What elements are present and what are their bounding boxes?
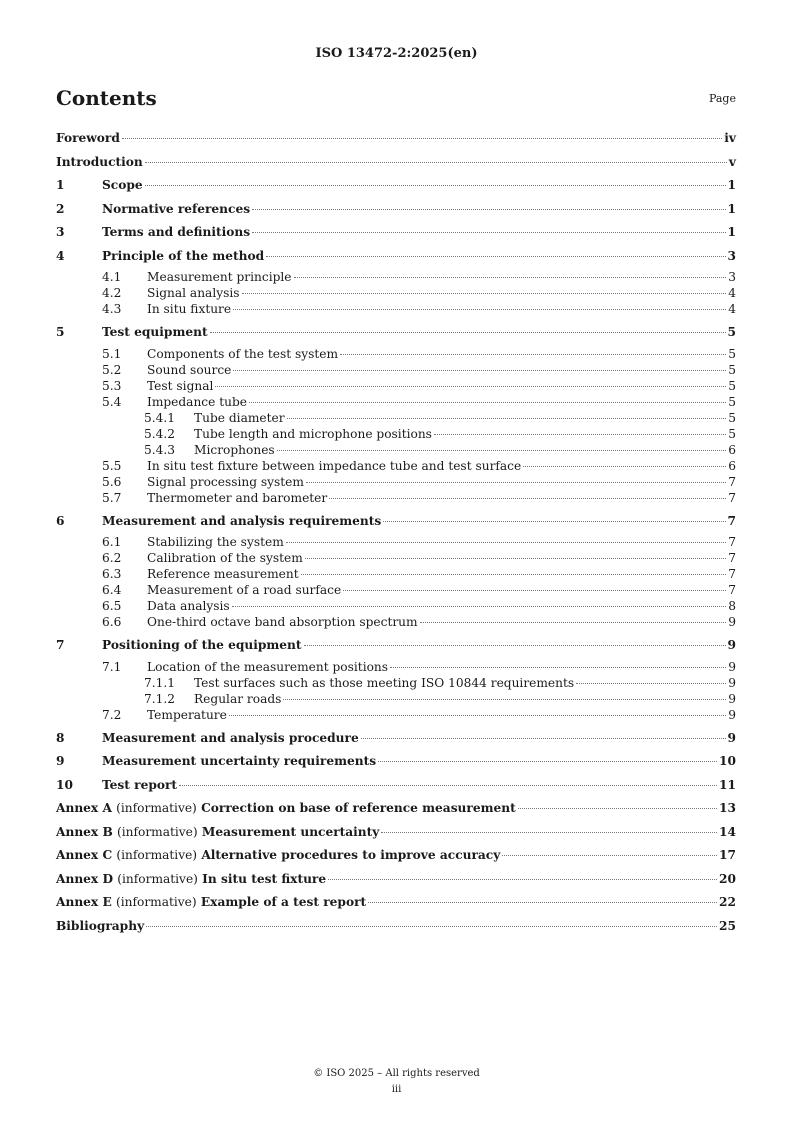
dot-leader [287,418,727,419]
toc-entry-number: 6.3 [102,567,122,581]
toc-entry-number: 5.5 [102,458,122,473]
annex-title: Correction on base of reference measurement [201,801,516,815]
toc-entry-title: Temperature [147,707,227,722]
toc-entry-page: 22 [719,895,736,909]
dot-leader [122,138,722,139]
toc-entry[interactable] [56,534,736,550]
dot-leader [233,370,726,371]
toc-entry[interactable] [56,128,736,152]
toc-entry-title: Stabilizing the system [147,535,284,549]
toc-entry-page: 8 [728,599,736,613]
dot-leader [502,855,717,856]
dot-leader [232,606,727,607]
toc-entry[interactable] [56,635,736,659]
toc-entry-number: 5.4.2 [144,426,176,441]
toc-entry[interactable] [56,598,736,614]
dot-leader [381,832,717,833]
toc-entry-title: Terms and definitions [102,225,251,239]
toc-entry-number: 9 [56,754,65,768]
toc-entry-title [56,798,516,818]
toc-entry-page: 7 [728,583,736,597]
toc-entry[interactable] [56,474,736,490]
dot-leader [286,542,726,543]
toc-entry-page: 5 [728,410,736,425]
dot-leader [305,558,726,559]
toc-entry[interactable] [56,269,736,285]
page-column-label: Page [708,92,736,105]
toc-entry[interactable] [56,285,736,301]
toc-entry-page: iv [724,131,736,145]
dot-leader [368,902,717,903]
toc-entry-title: Bibliography [56,918,145,933]
annex-label: Annex E [56,895,112,909]
toc-entry-number: 7.1.1 [144,675,176,690]
dot-leader [576,683,726,684]
toc-entry[interactable] [56,675,736,691]
dot-leader [233,309,726,310]
toc-entry-page: 9 [728,675,736,690]
toc-entry[interactable] [56,152,736,176]
toc-entry-number: 5.4.1 [144,410,176,425]
toc-entry-page: 7 [728,567,736,581]
toc-entry[interactable] [56,175,736,199]
toc-entry-page: 7 [727,513,736,528]
toc-entry-title: Sound source [147,362,232,377]
toc-entry[interactable] [56,394,736,410]
toc-entry-number: 4.1 [102,270,122,284]
toc-entry-title: Location of the measurement positions [147,659,389,674]
dot-leader [343,590,726,591]
toc-entry[interactable] [56,751,736,775]
toc-entry-number: 6.1 [102,535,122,549]
toc-entry-title: Data analysis [147,599,230,613]
toc-entry[interactable] [56,892,736,916]
toc-entry[interactable] [56,566,736,582]
dot-leader [229,715,726,716]
dot-leader [249,402,726,403]
toc-entry-page: 5 [728,394,736,409]
toc-entry-title: Signal analysis [147,286,240,300]
toc-entry[interactable] [56,301,736,317]
toc-entry-title: Test equipment [102,325,208,339]
toc-entry-page: 20 [719,871,736,886]
toc-entry[interactable] [56,582,736,598]
annex-label: Annex D [56,871,114,886]
toc-entry-page: 17 [719,848,736,862]
toc-entry-page: 6 [728,458,736,473]
toc-entry-title: In situ test fixture between impedance tube and test surface [147,458,522,473]
toc-entry[interactable] [56,378,736,394]
toc-entry-title: Measurement and analysis procedure [102,730,359,745]
toc-entry[interactable] [56,410,736,426]
toc-entry-title: Test report [102,777,178,792]
toc-entry-number: 5.7 [102,490,122,505]
toc-entry-number: 6.2 [102,551,122,565]
toc-entry[interactable] [56,659,736,675]
toc-entry-number: 5.4.3 [144,442,176,457]
dot-leader [146,926,717,927]
footer-page-number: iii [391,1084,402,1095]
toc-entry-number: 7.1.2 [144,691,176,706]
toc-entry-number: 4 [56,248,65,263]
toc-entry-title: Signal processing system [147,474,304,489]
toc-entry-title [56,822,379,842]
dot-leader [179,785,717,786]
table-of-contents [56,128,736,939]
toc-entry-number: 7.1 [102,659,122,674]
toc-entry-page: 25 [719,918,736,933]
toc-entry-page: 14 [719,824,736,839]
toc-entry[interactable] [56,845,736,869]
dot-leader [210,332,726,333]
toc-entry-number: 5.4 [102,394,122,409]
toc-entry[interactable] [56,322,736,346]
toc-entry-title: Test signal [147,378,214,393]
toc-entry-page: v [728,154,736,169]
toc-entry-title: Microphones [194,442,275,457]
toc-entry-title: In situ fixture [147,302,232,316]
dot-leader [523,466,726,467]
toc-entry-page: 9 [727,638,736,652]
dot-leader [252,209,725,210]
dot-leader [434,434,726,435]
toc-entry-title: Reference measurement [147,567,299,581]
toc-entry-number: 6.6 [102,615,122,629]
toc-entry[interactable] [56,691,736,707]
dot-leader [420,622,727,623]
toc-entry[interactable] [56,728,736,752]
annex-label: Annex B [56,824,113,839]
annex-type: (informative) [115,895,197,909]
toc-entry-title: Introduction [56,154,143,169]
toc-entry[interactable] [56,426,736,442]
toc-entry-title: Regular roads [194,691,282,706]
toc-entry-page: 9 [728,691,736,706]
toc-entry-page: 4 [728,286,736,300]
toc-entry-page: 5 [728,426,736,441]
toc-entry-page: 11 [719,777,736,792]
toc-entry-number: 8 [56,730,65,745]
toc-entry[interactable] [56,550,736,566]
toc-entry[interactable] [56,362,736,378]
toc-entry-page: 3 [727,248,736,263]
toc-entry[interactable] [56,346,736,362]
toc-entry[interactable] [56,869,736,893]
annex-label: Annex A [56,801,112,815]
toc-entry-title: Foreword [56,131,120,145]
toc-entry-page: 7 [728,551,736,565]
document-id-header: ISO 13472-2:2025(en) [315,46,478,61]
toc-entry-number: 5.2 [102,362,122,377]
dot-leader [283,699,726,700]
toc-entry-title: Principle of the method [102,248,265,263]
toc-entry-title: Calibration of the system [147,551,303,565]
toc-entry-number: 7.2 [102,707,122,722]
toc-entry[interactable] [56,822,736,846]
dot-leader [145,162,727,163]
toc-entry-number: 6.5 [102,599,122,613]
dot-leader [145,185,726,186]
toc-entry[interactable] [56,222,736,246]
toc-entry-title: Measurement and analysis requirements [102,513,382,528]
toc-entry[interactable] [56,458,736,474]
dot-leader [361,738,726,739]
toc-entry-title [56,869,326,889]
dot-leader [378,761,717,762]
toc-entry[interactable] [56,199,736,223]
toc-entry-page: 5 [728,362,736,377]
dot-leader [304,645,726,646]
toc-entry-title: Thermometer and barometer [147,490,328,505]
annex-title: Measurement uncertainty [201,824,380,839]
toc-entry-title: Test surfaces such as those meeting ISO 10844 requirements [194,675,575,690]
toc-entry-title: Tube length and microphone positions [194,426,432,441]
toc-entry[interactable] [56,614,736,630]
toc-entry-page: 9 [728,659,736,674]
toc-entry-page: 7 [728,490,736,505]
annex-label: Annex C [56,848,113,862]
toc-entry-number: 3 [56,225,65,239]
toc-entry-page: 6 [728,442,736,457]
toc-entry-page: 1 [727,225,736,239]
dot-leader [294,277,727,278]
dot-leader [383,521,725,522]
toc-entry-number: 5.1 [102,346,122,361]
toc-entry-page: 5 [728,346,736,361]
toc-entry-page: 9 [727,730,736,745]
toc-entry-page: 1 [727,178,736,192]
toc-entry-title: Measurement uncertainty requirements [102,754,377,768]
dot-leader [329,498,726,499]
toc-entry-number: 7 [56,638,65,652]
toc-entry-title: Components of the test system [147,346,339,361]
toc-entry-page: 7 [728,474,736,489]
copyright-notice: © ISO 2025 – All rights reserved [313,1068,480,1079]
toc-entry-title: Scope [102,178,143,192]
toc-entry-title: Tube diameter [194,410,285,425]
annex-type: (informative) [117,824,198,839]
toc-entry-number: 6.4 [102,583,122,597]
annex-title: In situ test fixture [202,871,327,886]
annex-type: (informative) [116,801,197,815]
toc-entry-title: Measurement principle [147,270,292,284]
dot-leader [266,256,725,257]
toc-entry-page: 1 [727,201,736,216]
dot-leader [252,232,725,233]
toc-entry[interactable] [56,490,736,506]
toc-entry-number: 1 [56,178,65,192]
toc-entry-title: Positioning of the equipment [102,638,302,652]
annex-type: (informative) [116,848,198,862]
toc-entry-page: 13 [719,801,736,815]
toc-entry-number: 5.3 [102,378,122,393]
dot-leader [301,574,727,575]
toc-entry[interactable] [56,916,736,940]
dot-leader [328,879,717,880]
toc-entry-number: 10 [56,777,73,792]
toc-entry-page: 9 [728,707,736,722]
annex-title: Alternative procedures to improve accuracy [201,848,501,862]
toc-entry-title: One-third octave band absorption spectrum [147,615,418,629]
toc-entry-number: 5.6 [102,474,122,489]
toc-entry-number: 4.3 [102,302,122,316]
toc-entry-page: 4 [728,302,736,316]
toc-entry-title [56,845,500,865]
toc-entry-title [56,892,366,912]
contents-title: Contents [56,86,157,110]
dot-leader [306,482,726,483]
toc-entry-page: 9 [728,615,736,629]
toc-entry-number: 4.2 [102,286,122,300]
toc-entry[interactable] [56,798,736,822]
toc-entry-title: Impedance tube [147,394,247,409]
dot-leader [340,354,726,355]
dot-leader [518,808,717,809]
toc-entry[interactable] [56,775,736,799]
toc-entry-number: 5 [56,325,65,339]
dot-leader [277,450,727,451]
toc-entry-title: Measurement of a road surface [147,583,342,597]
toc-entry-page: 5 [727,325,736,339]
dot-leader [242,293,727,294]
toc-entry-page: 10 [719,754,736,768]
annex-type: (informative) [117,871,198,886]
toc-entry-page: 5 [728,378,736,393]
toc-entry-page: 7 [728,535,736,549]
dot-leader [390,667,726,668]
toc-entry[interactable] [56,442,736,458]
page-footer [0,1066,793,1098]
toc-entry[interactable] [56,707,736,723]
toc-entry[interactable] [56,246,736,270]
toc-entry-number: 2 [56,201,65,216]
toc-entry-page: 3 [728,270,736,284]
toc-entry-number: 6 [56,513,65,528]
dot-leader [215,386,726,387]
annex-title: Example of a test report [200,895,367,909]
toc-entry[interactable] [56,511,736,535]
toc-entry-title: Normative references [102,201,251,216]
